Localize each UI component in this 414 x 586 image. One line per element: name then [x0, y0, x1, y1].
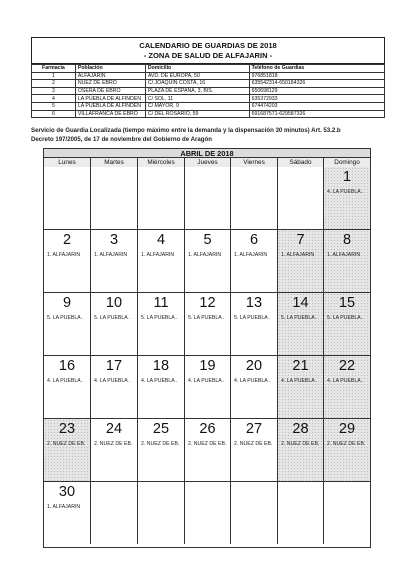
calendar-day	[138, 293, 185, 355]
calendar-day	[138, 419, 185, 481]
duty-pharmacy: 1. ALFAJARIN	[281, 252, 315, 258]
pharmacy-table-header	[32, 65, 385, 73]
day-number: 29	[338, 421, 356, 437]
day-number: 1	[342, 169, 352, 185]
weekday-label: Sábado	[278, 158, 324, 167]
calendar-day	[231, 167, 278, 229]
weekday-label: Jueves	[185, 158, 231, 167]
title-line-1: CALENDARIO DE GUARDIAS DE 2018	[139, 41, 277, 50]
notice-line-1: Servicio de Guardia Localizada (tiempo máximo entre la demanda y la dispensación 30 minutos) Art. 53.2.b	[31, 127, 341, 134]
day-number: 5	[203, 232, 212, 248]
calendar-day	[185, 356, 231, 418]
duty-pharmacy: 4. LA PUEBLA .	[141, 378, 178, 384]
calendar-day	[185, 167, 231, 229]
duty-pharmacy: 2. NUEZ DE EB.	[234, 441, 273, 447]
calendar-title-box	[31, 37, 385, 64]
duty-pharmacy: 4. LA PUEBLA .	[281, 378, 318, 384]
day-number: 22	[338, 358, 356, 374]
calendar-week	[44, 482, 370, 545]
title-line-2: - ZONA DE SALUD DE ALFAJARIN -	[143, 51, 273, 60]
col-farmacia: Farmacia	[32, 65, 76, 73]
table-row	[32, 110, 385, 118]
table-row	[32, 80, 385, 88]
weekday-label: Lunes	[44, 158, 91, 167]
calendar-day	[185, 293, 231, 355]
calendar-week	[44, 356, 370, 419]
duty-pharmacy: 1. ALFAJARIN	[327, 252, 361, 258]
calendar-day	[185, 419, 231, 481]
table-cell: 5	[32, 102, 76, 110]
calendar-week	[44, 293, 370, 356]
day-number: 8	[342, 232, 352, 248]
calendar-day	[231, 482, 278, 544]
day-number: 11	[153, 295, 169, 311]
day-number: 24	[105, 421, 123, 437]
duty-pharmacy: 5. LA PUEBLA .	[188, 315, 225, 321]
calendar-day	[91, 230, 138, 292]
duty-pharmacy: 5. LA PUEBLA .	[281, 315, 318, 321]
duty-pharmacy: 4. LA PUEBLA .	[234, 378, 271, 384]
calendar-day	[138, 356, 185, 418]
duty-pharmacy: 5. LA PUEBLA .	[94, 315, 131, 321]
duty-pharmacy: 5. LA PUEBLA .	[327, 315, 364, 321]
duty-pharmacy: 2. NUEZ DE EB.	[188, 441, 227, 447]
weekday-label: Viernes	[231, 158, 278, 167]
day-number: 18	[152, 358, 170, 374]
calendar-day	[324, 419, 370, 481]
calendar-week	[44, 419, 370, 482]
calendar-day	[91, 482, 138, 544]
day-number: 17	[105, 358, 123, 374]
duty-pharmacy: 5. LA PUEBLA .	[141, 315, 178, 321]
calendar-day	[185, 230, 231, 292]
table-row	[32, 72, 385, 80]
calendar-day	[44, 419, 91, 481]
calendar-day	[44, 167, 91, 229]
table-cell: AVD. DE EUROPA, 50	[145, 72, 249, 80]
day-number: 14	[292, 295, 309, 311]
calendar-day	[44, 230, 91, 292]
calendar-day	[278, 293, 324, 355]
table-cell: 635372933	[249, 95, 384, 103]
weekday-header-row	[44, 158, 370, 167]
duty-pharmacy: 5. LA PUEBLA .	[234, 315, 271, 321]
day-number: 9	[62, 295, 72, 311]
duty-pharmacy: 4. LA PUEBLA .	[94, 378, 131, 384]
table-cell: 650698129	[249, 87, 384, 95]
calendar-week	[44, 230, 370, 293]
table-cell: 1	[32, 72, 76, 80]
calendar-day	[278, 230, 324, 292]
day-number: 2	[62, 232, 72, 248]
calendar-day	[138, 230, 185, 292]
table-cell: 635542314-650184326	[249, 80, 384, 88]
table-cell: LA PUEBLA DE ALFINDEN	[75, 102, 145, 110]
weekday-label: Domingo	[324, 158, 370, 167]
calendar-day	[278, 482, 324, 544]
col-poblacion: Población	[75, 65, 145, 73]
duty-pharmacy: 1. ALFAJARIN	[141, 252, 175, 258]
table-row	[32, 102, 385, 110]
day-number: 19	[199, 358, 216, 374]
calendar-day	[91, 167, 138, 229]
day-number: 30	[58, 484, 76, 500]
table-cell: 2	[32, 80, 76, 88]
calendar-day	[324, 230, 370, 292]
duty-pharmacy: 4. LA PUEBLA .	[47, 378, 84, 384]
table-cell: OSERA DE EBRO	[75, 87, 145, 95]
calendar-weeks	[44, 167, 370, 545]
duty-pharmacy: 2. NUEZ DE EB.	[281, 441, 320, 447]
calendar-day	[44, 356, 91, 418]
day-number: 25	[152, 421, 170, 437]
table-cell: NUEZ DE EBRO	[75, 80, 145, 88]
calendar-day	[138, 167, 185, 229]
day-number: 7	[296, 232, 305, 248]
duty-pharmacy: 2. NUEZ DE EB.	[47, 441, 86, 447]
calendar-day	[278, 419, 324, 481]
calendar-day	[91, 293, 138, 355]
table-cell: 4	[32, 95, 76, 103]
day-number: 3	[109, 232, 119, 248]
table-cell: 6	[32, 110, 76, 118]
calendar-day	[231, 293, 278, 355]
calendar-day	[44, 293, 91, 355]
duty-pharmacy: 1. ALFAJARIN	[188, 252, 222, 258]
day-number: 21	[292, 358, 309, 374]
day-number: 27	[245, 421, 263, 437]
pharmacy-table-body	[32, 72, 385, 118]
pharmacy-table	[31, 64, 385, 118]
calendar-day	[231, 419, 278, 481]
calendar-day	[231, 356, 278, 418]
calendar-day	[278, 167, 324, 229]
duty-pharmacy: 4. LA PUEBLA .	[327, 189, 364, 195]
duty-pharmacy: 1. ALFAJARIN	[47, 504, 81, 510]
table-cell: C/ SOL, 11	[145, 95, 249, 103]
day-number: 26	[199, 421, 216, 437]
calendar-day	[324, 293, 370, 355]
calendar-week	[44, 167, 370, 230]
calendar-day	[185, 482, 231, 544]
notice-line-2: Decreto 197/2005, de 17 de noviembre del Gobierno de Aragón	[31, 136, 212, 143]
duty-pharmacy: 1. ALFAJARIN	[234, 252, 268, 258]
table-cell: VILLAFRANCA DE EBRO	[75, 110, 145, 118]
service-notice	[31, 126, 391, 144]
calendar-day	[91, 356, 138, 418]
calendar-day	[91, 419, 138, 481]
weekday-label: Miércoles	[138, 158, 185, 167]
day-number: 20	[245, 358, 263, 374]
table-cell: 691687571-629587326	[249, 110, 384, 118]
table-row	[32, 87, 385, 95]
day-number: 12	[199, 295, 216, 311]
table-cell: LA PUEBLA DE ALFINDEN	[75, 95, 145, 103]
day-number: 4	[156, 232, 166, 248]
calendar-day	[231, 230, 278, 292]
table-cell: 674474203	[249, 102, 384, 110]
calendar-day	[138, 482, 185, 544]
table-cell: C/ JOAQUIN COSTA, 16	[145, 80, 249, 88]
day-number: 10	[105, 295, 123, 311]
table-cell: ALFAJARIN	[75, 72, 145, 80]
day-number: 6	[249, 232, 259, 248]
table-cell: 3	[32, 87, 76, 95]
day-number: 16	[58, 358, 76, 374]
day-number: 13	[245, 295, 263, 311]
col-telefono: Teléfono de Guardias	[249, 65, 384, 73]
calendar-day	[324, 356, 370, 418]
calendar-day	[278, 356, 324, 418]
month-calendar	[43, 148, 371, 548]
duty-pharmacy: 5. LA PUEBLA .	[47, 315, 84, 321]
duty-pharmacy: 2. NUEZ DE EB.	[141, 441, 180, 447]
weekday-label: Martes	[91, 158, 138, 167]
day-number: 28	[292, 421, 309, 437]
duty-pharmacy: 1. ALFAJARIN	[47, 252, 81, 258]
duty-pharmacy: 4. LA PUEBLA .	[188, 378, 225, 384]
duty-pharmacy: 2. NUEZ DE EB.	[327, 441, 366, 447]
duty-pharmacy: 2. NUEZ DE EB.	[94, 441, 133, 447]
col-domicilio: Domicilio	[145, 65, 249, 73]
day-number: 23	[58, 421, 76, 437]
table-row	[32, 95, 385, 103]
calendar-day	[324, 167, 370, 229]
table-cell: PLAZA DE ESPAÑA, 3, BIS.	[145, 87, 249, 95]
calendar-day	[324, 482, 370, 544]
calendar-day	[44, 482, 91, 544]
table-cell: 976851818	[249, 72, 384, 80]
table-cell: C/ DEL ROSARIO, 59	[145, 110, 249, 118]
duty-pharmacy: 1. ALFAJARIN	[94, 252, 128, 258]
month-title: ABRIL DE 2018	[44, 149, 370, 158]
day-number: 15	[338, 295, 356, 311]
duty-pharmacy: 4. LA PUEBLA .	[327, 378, 364, 384]
table-cell: C/ MAYOR, 9	[145, 102, 249, 110]
